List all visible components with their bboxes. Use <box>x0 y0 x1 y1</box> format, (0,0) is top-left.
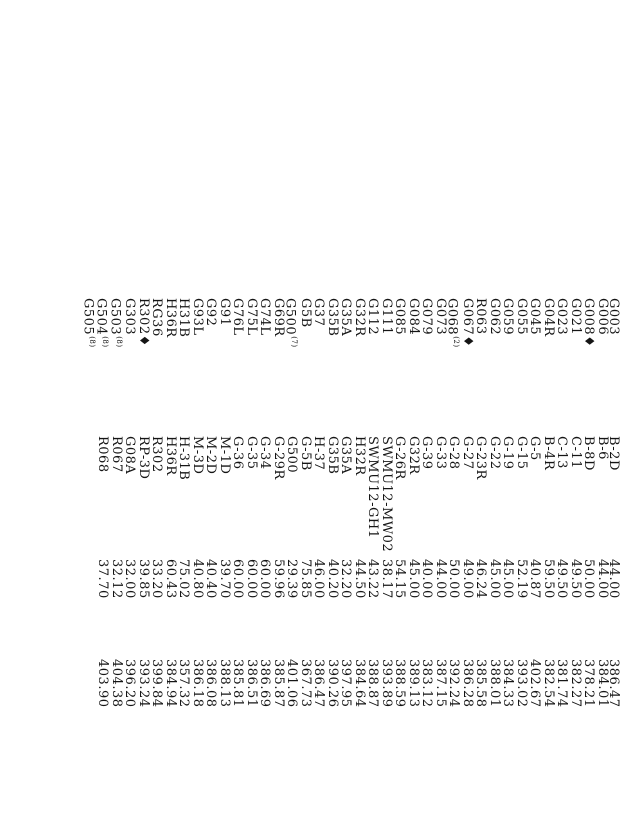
depth-cell: 60.00 <box>244 559 259 599</box>
depth-cell: 33.20 <box>149 559 165 599</box>
depth-cell: 49.50 <box>568 559 583 599</box>
alias-cell: G08A <box>122 436 138 475</box>
well-id-text: G021 <box>568 298 583 336</box>
elevation-cell: 399.84 <box>149 659 165 708</box>
well-id-cell <box>542 298 556 436</box>
well-id-cell <box>164 298 178 436</box>
well-id-text: G055 <box>514 298 529 336</box>
well-id-cell <box>123 298 137 436</box>
well-id-cell <box>204 298 218 436</box>
well-id-cell <box>312 298 326 436</box>
well-id-text: G008♦ <box>581 298 597 348</box>
elevation-cell: 386.08 <box>203 659 219 708</box>
table-row <box>312 298 326 818</box>
alias-cell: G-39 <box>419 436 435 470</box>
alias-cell: C-11 <box>568 436 583 469</box>
depth-cell: 45.00 <box>487 559 502 599</box>
well-id-text: G045 <box>527 298 543 336</box>
elevation-cell: 384.01 <box>595 659 610 708</box>
table-row <box>177 298 191 818</box>
well-id-cell <box>528 298 542 436</box>
well-id-text: G111 <box>379 298 394 336</box>
well-id-text: G059 <box>500 298 516 336</box>
elevation-cell: 388.87 <box>365 659 381 708</box>
well-id-text: G35A <box>338 298 354 337</box>
well-id-text: G74L <box>257 298 273 336</box>
depth-cell: 50.00 <box>446 559 462 599</box>
alias-cell: M-2D <box>203 436 219 475</box>
well-id-cell <box>366 298 380 436</box>
table-row <box>204 298 218 818</box>
elevation-cell: 388.13 <box>217 659 232 708</box>
alias-cell: H36R <box>163 436 178 476</box>
elevation-cell: 386.47 <box>606 659 621 708</box>
well-id-cell <box>555 298 569 436</box>
well-id-text: RG36 <box>149 298 165 337</box>
alias-cell: H32R <box>352 436 367 476</box>
well-id-text: G505 <box>80 298 96 336</box>
depth-cell: 44.00 <box>433 559 448 599</box>
alias-cell: B-8D <box>581 436 597 471</box>
elevation-cell: 396.20 <box>122 659 138 708</box>
well-id-text: G112 <box>365 298 381 336</box>
well-id-cell <box>191 298 205 436</box>
alias-cell: H-31B <box>176 436 192 481</box>
alias-cell: G35A <box>338 436 354 475</box>
table-row <box>434 298 448 818</box>
elevation-cell: 397.95 <box>338 659 354 708</box>
alias-cell: G-34 <box>257 436 273 470</box>
well-id-cell <box>231 298 245 436</box>
elevation-cell: 386.47 <box>311 659 327 708</box>
well-id-cell <box>407 298 421 436</box>
table-row <box>245 298 259 818</box>
alias-cell: G-15 <box>514 436 529 470</box>
elevation-cell: 393.02 <box>514 659 529 708</box>
alias-cell: B-6 <box>595 436 610 460</box>
well-id-cell <box>488 298 502 436</box>
alias-cell: G-36 <box>230 436 246 470</box>
depth-cell: 75.85 <box>298 559 313 599</box>
depth-cell: 29.39 <box>284 559 300 599</box>
well-id-cell <box>353 298 367 436</box>
alias-cell: G-33 <box>433 436 448 470</box>
table-row <box>606 298 621 818</box>
elevation-cell: 367.73 <box>298 659 313 708</box>
table-row <box>231 298 245 818</box>
well-id-text: R063 <box>473 298 489 335</box>
table-row <box>137 298 151 818</box>
depth-cell: 45.00 <box>406 559 421 599</box>
table-row <box>272 298 286 818</box>
well-id-cell <box>177 298 191 436</box>
well-id-cell <box>137 298 151 436</box>
alias-cell: G-22 <box>487 436 502 470</box>
depth-cell: 44.00 <box>595 559 610 599</box>
table-row <box>582 298 596 818</box>
well-id-cell <box>150 298 164 436</box>
elevation-cell: 387.15 <box>433 659 448 708</box>
well-id-cell <box>515 298 529 436</box>
table-row <box>93 298 111 818</box>
table-row <box>366 298 380 818</box>
elevation-cell: 386.18 <box>190 659 205 708</box>
elevation-cell: 384.64 <box>352 659 367 708</box>
footnote-marker: (2) <box>452 336 461 348</box>
table-row <box>380 298 394 818</box>
well-id-text: G079 <box>419 298 435 336</box>
depth-cell: 32.12 <box>109 559 124 599</box>
depth-cell: 59.96 <box>271 559 286 599</box>
elevation-cell: 390.26 <box>325 659 340 708</box>
alias-cell: R067 <box>109 436 124 473</box>
well-id-cell <box>326 298 340 436</box>
table-row <box>569 298 583 818</box>
table-row <box>555 298 569 818</box>
well-id-text: G92 <box>203 298 219 327</box>
depth-cell: 46.00 <box>311 559 327 599</box>
footnote-marker: (7) <box>290 336 299 348</box>
footnote-marker: (8) <box>114 336 123 348</box>
depth-cell: 40.40 <box>203 559 219 599</box>
table-row <box>80 298 97 818</box>
elevation-cell: 383.12 <box>419 659 435 708</box>
well-id-text: H31B <box>176 298 192 338</box>
depth-cell: 44.00 <box>606 559 621 599</box>
table-row <box>353 298 367 818</box>
elevation-cell: 382.54 <box>541 659 556 708</box>
well-id-text: G303 <box>122 298 138 336</box>
table-row <box>339 298 353 818</box>
alias-cell: M-1D <box>217 436 232 475</box>
elevation-cell: 386.69 <box>257 659 273 708</box>
alias-cell: G-27 <box>460 436 475 470</box>
table-row <box>444 298 462 818</box>
depth-cell: 39.85 <box>136 559 151 599</box>
alias-cell: G-35 <box>244 436 259 470</box>
table-row <box>420 298 434 818</box>
elevation-cell: 388.59 <box>392 659 408 708</box>
elevation-cell: 381.74 <box>554 659 570 708</box>
well-id-cell <box>258 298 272 436</box>
table-row <box>596 298 610 818</box>
alias-cell: G500 <box>284 436 300 474</box>
depth-cell: 40.87 <box>527 559 543 599</box>
table-row <box>150 298 164 818</box>
depth-cell: 44.50 <box>352 559 367 599</box>
elevation-cell: 385.87 <box>271 659 286 708</box>
well-id-cell <box>606 298 621 436</box>
well-id-cell <box>569 298 583 436</box>
table-row <box>258 298 272 818</box>
well-id-cell <box>380 298 394 436</box>
well-id-cell <box>582 298 596 436</box>
depth-cell: 39.70 <box>217 559 232 599</box>
well-id-text: R302♦ <box>136 298 151 347</box>
depth-cell: 43.22 <box>365 559 381 599</box>
depth-cell: 59.50 <box>541 559 556 599</box>
depth-cell: 50.00 <box>581 559 597 599</box>
alias-cell: B-2D <box>606 436 621 471</box>
well-id-cell <box>501 298 515 436</box>
table-row <box>282 298 300 818</box>
depth-cell: 40.00 <box>419 559 435 599</box>
footnote-marker: (8) <box>87 336 96 348</box>
depth-cell: 60.00 <box>257 559 273 599</box>
depth-cell: 40.80 <box>190 559 205 599</box>
elevation-cell: 393.89 <box>379 659 394 708</box>
elevation-cell: 386.51 <box>244 659 259 708</box>
well-id-cell <box>420 298 434 436</box>
well-id-text: G75L <box>244 298 259 336</box>
alias-cell: RP-3D <box>136 436 151 480</box>
well-id-cell <box>474 298 488 436</box>
alias-cell: M-3D <box>190 436 205 475</box>
table-row <box>542 298 556 818</box>
well-id-text: G067♦ <box>460 298 475 348</box>
elevation-cell: 384.33 <box>500 659 516 708</box>
table-row <box>528 298 542 818</box>
well-id-cell <box>461 298 475 436</box>
well-id-cell <box>339 298 353 436</box>
elevation-cell: 392.24 <box>446 659 462 708</box>
table-row <box>107 298 124 818</box>
table-row <box>123 298 137 818</box>
table-row <box>488 298 502 818</box>
table-row <box>164 298 178 818</box>
alias-cell: H-37 <box>311 436 327 471</box>
table-row <box>299 298 313 818</box>
well-id-text: G006 <box>595 298 610 336</box>
depth-cell: 75.02 <box>176 559 192 599</box>
depth-cell: 60.00 <box>230 559 246 599</box>
alias-cell: B-4R <box>541 436 556 471</box>
depth-cell: 49.50 <box>554 559 570 599</box>
elevation-cell: 393.24 <box>136 659 151 708</box>
elevation-cell: 389.13 <box>406 659 421 708</box>
well-id-text: G085 <box>392 298 408 336</box>
well-id-cell <box>596 298 610 436</box>
well-id-text: G93L <box>190 298 205 336</box>
well-id-cell <box>299 298 313 436</box>
well-id-text: H36R <box>163 298 178 338</box>
alias-cell: G-23R <box>473 436 489 480</box>
alias-cell: C-13 <box>554 436 570 469</box>
depth-cell: 37.70 <box>95 559 111 599</box>
alias-cell: G-29R <box>271 436 286 480</box>
elevation-cell: 386.28 <box>460 659 475 708</box>
well-id-text: G023 <box>554 298 570 336</box>
elevation-cell: 382.27 <box>568 659 583 708</box>
depth-cell: 46.24 <box>473 559 489 599</box>
table-row <box>501 298 515 818</box>
well-id-text: G503 <box>107 298 123 336</box>
well-id-cell <box>218 298 232 436</box>
elevation-cell: 403.90 <box>95 659 111 708</box>
depth-cell: 45.00 <box>500 559 516 599</box>
elevation-cell: 378.21 <box>581 659 597 708</box>
well-id-text: G37 <box>311 298 327 327</box>
well-id-text: G76L <box>230 298 246 336</box>
table-row <box>407 298 421 818</box>
table-row <box>515 298 529 818</box>
elevation-cell: 402.67 <box>527 659 543 708</box>
well-id-cell <box>434 298 448 436</box>
elevation-cell: 404.38 <box>109 659 124 708</box>
well-id-text: G504 <box>93 298 109 336</box>
well-id-text: G69R <box>271 298 286 337</box>
well-data-table <box>80 298 621 818</box>
well-id-text: G073 <box>433 298 448 336</box>
depth-cell: 60.43 <box>163 559 178 599</box>
well-id-text: G062 <box>487 298 502 336</box>
table-row <box>326 298 340 818</box>
alias-cell: G32R <box>406 436 421 475</box>
footnote-marker: (8) <box>101 336 110 348</box>
well-id-text: G32R <box>352 298 367 337</box>
well-id-text: G003 <box>606 298 621 336</box>
table-row <box>461 298 475 818</box>
depth-cell: 54.15 <box>392 559 408 599</box>
depth-cell: 32.20 <box>338 559 354 599</box>
well-id-cell <box>81 298 98 436</box>
well-id-text: G04R <box>541 298 556 337</box>
elevation-cell: 385.58 <box>473 659 489 708</box>
alias-cell: G-19 <box>500 436 516 470</box>
alias-cell: R302 <box>149 436 165 473</box>
alias-cell: G35B <box>325 436 340 475</box>
well-id-cell <box>272 298 286 436</box>
elevation-cell: 357.32 <box>176 659 192 708</box>
alias-cell: SWMU12-GH1 <box>365 436 381 539</box>
table-row <box>474 298 488 818</box>
table-row <box>191 298 205 818</box>
well-id-text: G068 <box>444 298 460 336</box>
alias-cell: G-5B <box>298 436 313 471</box>
well-id-text: G35B <box>325 298 340 337</box>
depth-cell: 52.19 <box>514 559 529 599</box>
well-id-text: G91 <box>217 298 232 327</box>
well-id-cell <box>245 298 259 436</box>
well-id-text: G5B <box>298 298 313 328</box>
alias-cell: G-26R <box>392 436 408 480</box>
depth-cell: 32.00 <box>122 559 138 599</box>
depth-cell: 40.20 <box>325 559 340 599</box>
depth-cell: 38.17 <box>379 559 394 599</box>
alias-cell: G-28 <box>446 436 462 470</box>
elevation-cell: 388.01 <box>487 659 502 708</box>
alias-cell: R068 <box>95 436 111 473</box>
elevation-cell: 401.06 <box>284 659 300 708</box>
alias-cell: SWMU12-MW02 <box>379 436 394 553</box>
well-id-cell <box>393 298 407 436</box>
well-id-text: G500 <box>282 298 298 336</box>
table-row <box>393 298 407 818</box>
depth-cell: 49.00 <box>460 559 475 599</box>
table-row <box>218 298 232 818</box>
well-id-text: G084 <box>406 298 421 336</box>
alias-cell: G-5 <box>527 436 543 461</box>
elevation-cell: 384.94 <box>163 659 178 708</box>
elevation-cell: 385.81 <box>230 659 246 708</box>
